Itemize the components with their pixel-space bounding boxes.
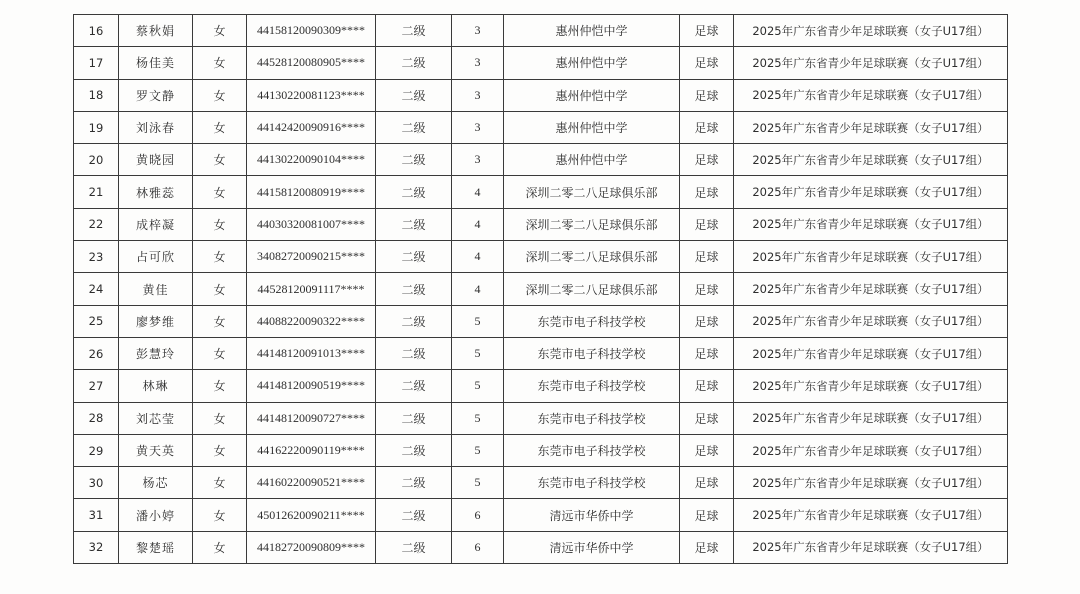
athlete-level: 二级: [376, 15, 452, 47]
team-number: 5: [452, 402, 504, 434]
athlete-level: 二级: [376, 434, 452, 466]
team-number: 6: [452, 499, 504, 531]
team-number: 6: [452, 531, 504, 563]
athlete-name: 杨佳美: [119, 47, 193, 79]
athlete-sport: 足球: [680, 176, 734, 208]
row-number: 19: [74, 111, 119, 143]
competition-event: 2025年广东省青少年足球联赛（女子U17组）: [734, 467, 1008, 499]
athlete-school: 东莞市电子科技学校: [504, 305, 680, 337]
athlete-school: 清远市华侨中学: [504, 531, 680, 563]
athlete-level: 二级: [376, 273, 452, 305]
athlete-name: 蔡秋娟: [119, 15, 193, 47]
table-row: [74, 273, 1008, 305]
athlete-sport: 足球: [680, 241, 734, 273]
competition-event: 2025年广东省青少年足球联赛（女子U17组）: [734, 273, 1008, 305]
row-number: 23: [74, 241, 119, 273]
team-number: 4: [452, 208, 504, 240]
athlete-name: 彭慧玲: [119, 337, 193, 369]
competition-event: 2025年广东省青少年足球联赛（女子U17组）: [734, 176, 1008, 208]
competition-event: 2025年广东省青少年足球联赛（女子U17组）: [734, 337, 1008, 369]
competition-event: 2025年广东省青少年足球联赛（女子U17组）: [734, 370, 1008, 402]
athlete-school: 惠州仲恺中学: [504, 47, 680, 79]
table-row: [74, 305, 1008, 337]
athlete-name: 黎楚瑶: [119, 531, 193, 563]
table-row: [74, 434, 1008, 466]
athlete-name: 廖梦维: [119, 305, 193, 337]
athlete-gender: 女: [193, 305, 247, 337]
athlete-id-number: 44130220081123****: [247, 79, 376, 111]
athlete-name: 占可欣: [119, 241, 193, 273]
athlete-level: 二级: [376, 79, 452, 111]
team-number: 5: [452, 434, 504, 466]
team-number: 5: [452, 370, 504, 402]
athlete-gender: 女: [193, 176, 247, 208]
team-number: 3: [452, 144, 504, 176]
athlete-level: 二级: [376, 370, 452, 402]
table-row: [74, 79, 1008, 111]
athlete-sport: 足球: [680, 47, 734, 79]
roster-body: [74, 15, 1008, 564]
athlete-gender: 女: [193, 273, 247, 305]
athlete-sport: 足球: [680, 370, 734, 402]
athlete-id-number: 44162220090119****: [247, 434, 376, 466]
athlete-school: 惠州仲恺中学: [504, 15, 680, 47]
row-number: 25: [74, 305, 119, 337]
athlete-gender: 女: [193, 144, 247, 176]
row-number: 26: [74, 337, 119, 369]
athlete-sport: 足球: [680, 15, 734, 47]
row-number: 21: [74, 176, 119, 208]
athlete-gender: 女: [193, 531, 247, 563]
athlete-name: 潘小婷: [119, 499, 193, 531]
athlete-id-number: 45012620090211****: [247, 499, 376, 531]
team-number: 3: [452, 111, 504, 143]
row-number: 16: [74, 15, 119, 47]
athlete-sport: 足球: [680, 531, 734, 563]
table-row: [74, 499, 1008, 531]
athlete-gender: 女: [193, 79, 247, 111]
athlete-school: 清远市华侨中学: [504, 499, 680, 531]
athlete-roster-table: [73, 14, 1008, 564]
athlete-gender: 女: [193, 241, 247, 273]
table-row: [74, 208, 1008, 240]
row-number: 27: [74, 370, 119, 402]
table-row: [74, 111, 1008, 143]
athlete-level: 二级: [376, 47, 452, 79]
table-row: [74, 176, 1008, 208]
athlete-name: 成梓凝: [119, 208, 193, 240]
athlete-name: 罗文静: [119, 79, 193, 111]
athlete-id-number: 44148120091013****: [247, 337, 376, 369]
athlete-name: 黄天英: [119, 434, 193, 466]
athlete-level: 二级: [376, 111, 452, 143]
athlete-level: 二级: [376, 499, 452, 531]
table-row: [74, 47, 1008, 79]
competition-event: 2025年广东省青少年足球联赛（女子U17组）: [734, 402, 1008, 434]
athlete-gender: 女: [193, 467, 247, 499]
table-row: [74, 144, 1008, 176]
team-number: 4: [452, 176, 504, 208]
athlete-name: 刘泳春: [119, 111, 193, 143]
team-number: 5: [452, 467, 504, 499]
athlete-level: 二级: [376, 176, 452, 208]
athlete-id-number: 44148120090727****: [247, 402, 376, 434]
team-number: 5: [452, 337, 504, 369]
athlete-sport: 足球: [680, 273, 734, 305]
athlete-school: 东莞市电子科技学校: [504, 402, 680, 434]
athlete-level: 二级: [376, 208, 452, 240]
athlete-school: 深圳二零二八足球俱乐部: [504, 176, 680, 208]
row-number: 17: [74, 47, 119, 79]
athlete-level: 二级: [376, 144, 452, 176]
row-number: 28: [74, 402, 119, 434]
row-number: 22: [74, 208, 119, 240]
competition-event: 2025年广东省青少年足球联赛（女子U17组）: [734, 47, 1008, 79]
table-row: [74, 337, 1008, 369]
athlete-id-number: 44528120091117****: [247, 273, 376, 305]
competition-event: 2025年广东省青少年足球联赛（女子U17组）: [734, 15, 1008, 47]
athlete-level: 二级: [376, 402, 452, 434]
table-row: [74, 402, 1008, 434]
athlete-name: 杨芯: [119, 467, 193, 499]
competition-event: 2025年广东省青少年足球联赛（女子U17组）: [734, 111, 1008, 143]
athlete-name: 黄晓园: [119, 144, 193, 176]
athlete-id-number: 44528120080905****: [247, 47, 376, 79]
athlete-name: 林琳: [119, 370, 193, 402]
athlete-gender: 女: [193, 208, 247, 240]
athlete-school: 深圳二零二八足球俱乐部: [504, 208, 680, 240]
athlete-school: 惠州仲恺中学: [504, 144, 680, 176]
athlete-level: 二级: [376, 467, 452, 499]
athlete-sport: 足球: [680, 434, 734, 466]
athlete-level: 二级: [376, 531, 452, 563]
athlete-id-number: 44030320081007****: [247, 208, 376, 240]
row-number: 31: [74, 499, 119, 531]
row-number: 20: [74, 144, 119, 176]
athlete-gender: 女: [193, 499, 247, 531]
athlete-school: 惠州仲恺中学: [504, 111, 680, 143]
athlete-name: 刘芯莹: [119, 402, 193, 434]
athlete-id-number: 44160220090521****: [247, 467, 376, 499]
table-row: [74, 241, 1008, 273]
competition-event: 2025年广东省青少年足球联赛（女子U17组）: [734, 434, 1008, 466]
athlete-sport: 足球: [680, 208, 734, 240]
athlete-school: 东莞市电子科技学校: [504, 337, 680, 369]
athlete-id-number: 44158120090309****: [247, 15, 376, 47]
competition-event: 2025年广东省青少年足球联赛（女子U17组）: [734, 208, 1008, 240]
row-number: 32: [74, 531, 119, 563]
team-number: 3: [452, 79, 504, 111]
athlete-level: 二级: [376, 337, 452, 369]
athlete-level: 二级: [376, 305, 452, 337]
athlete-sport: 足球: [680, 144, 734, 176]
athlete-sport: 足球: [680, 337, 734, 369]
athlete-sport: 足球: [680, 111, 734, 143]
team-number: 3: [452, 47, 504, 79]
athlete-gender: 女: [193, 402, 247, 434]
athlete-id-number: 44088220090322****: [247, 305, 376, 337]
competition-event: 2025年广东省青少年足球联赛（女子U17组）: [734, 241, 1008, 273]
athlete-school: 东莞市电子科技学校: [504, 467, 680, 499]
team-number: 4: [452, 273, 504, 305]
athlete-school: 深圳二零二八足球俱乐部: [504, 273, 680, 305]
athlete-gender: 女: [193, 15, 247, 47]
row-number: 24: [74, 273, 119, 305]
athlete-id-number: 44158120080919****: [247, 176, 376, 208]
athlete-id-number: 34082720090215****: [247, 241, 376, 273]
athlete-gender: 女: [193, 47, 247, 79]
athlete-name: 林雅蕊: [119, 176, 193, 208]
team-number: 3: [452, 15, 504, 47]
athlete-sport: 足球: [680, 305, 734, 337]
athlete-level: 二级: [376, 241, 452, 273]
row-number: 30: [74, 467, 119, 499]
athlete-sport: 足球: [680, 467, 734, 499]
athlete-school: 东莞市电子科技学校: [504, 434, 680, 466]
athlete-name: 黄佳: [119, 273, 193, 305]
athlete-id-number: 44148120090519****: [247, 370, 376, 402]
athlete-gender: 女: [193, 337, 247, 369]
athlete-id-number: 44142420090916****: [247, 111, 376, 143]
athlete-gender: 女: [193, 111, 247, 143]
competition-event: 2025年广东省青少年足球联赛（女子U17组）: [734, 79, 1008, 111]
athlete-id-number: 44130220090104****: [247, 144, 376, 176]
competition-event: 2025年广东省青少年足球联赛（女子U17组）: [734, 305, 1008, 337]
athlete-id-number: 44182720090809****: [247, 531, 376, 563]
athlete-school: 东莞市电子科技学校: [504, 370, 680, 402]
competition-event: 2025年广东省青少年足球联赛（女子U17组）: [734, 144, 1008, 176]
table-row: [74, 531, 1008, 563]
table-row: [74, 467, 1008, 499]
team-number: 4: [452, 241, 504, 273]
athlete-gender: 女: [193, 434, 247, 466]
athlete-gender: 女: [193, 370, 247, 402]
athlete-school: 惠州仲恺中学: [504, 79, 680, 111]
athlete-sport: 足球: [680, 402, 734, 434]
competition-event: 2025年广东省青少年足球联赛（女子U17组）: [734, 499, 1008, 531]
athlete-school: 深圳二零二八足球俱乐部: [504, 241, 680, 273]
team-number: 5: [452, 305, 504, 337]
competition-event: 2025年广东省青少年足球联赛（女子U17组）: [734, 531, 1008, 563]
row-number: 18: [74, 79, 119, 111]
athlete-sport: 足球: [680, 499, 734, 531]
athlete-sport: 足球: [680, 79, 734, 111]
table-row: [74, 15, 1008, 47]
row-number: 29: [74, 434, 119, 466]
table-row: [74, 370, 1008, 402]
